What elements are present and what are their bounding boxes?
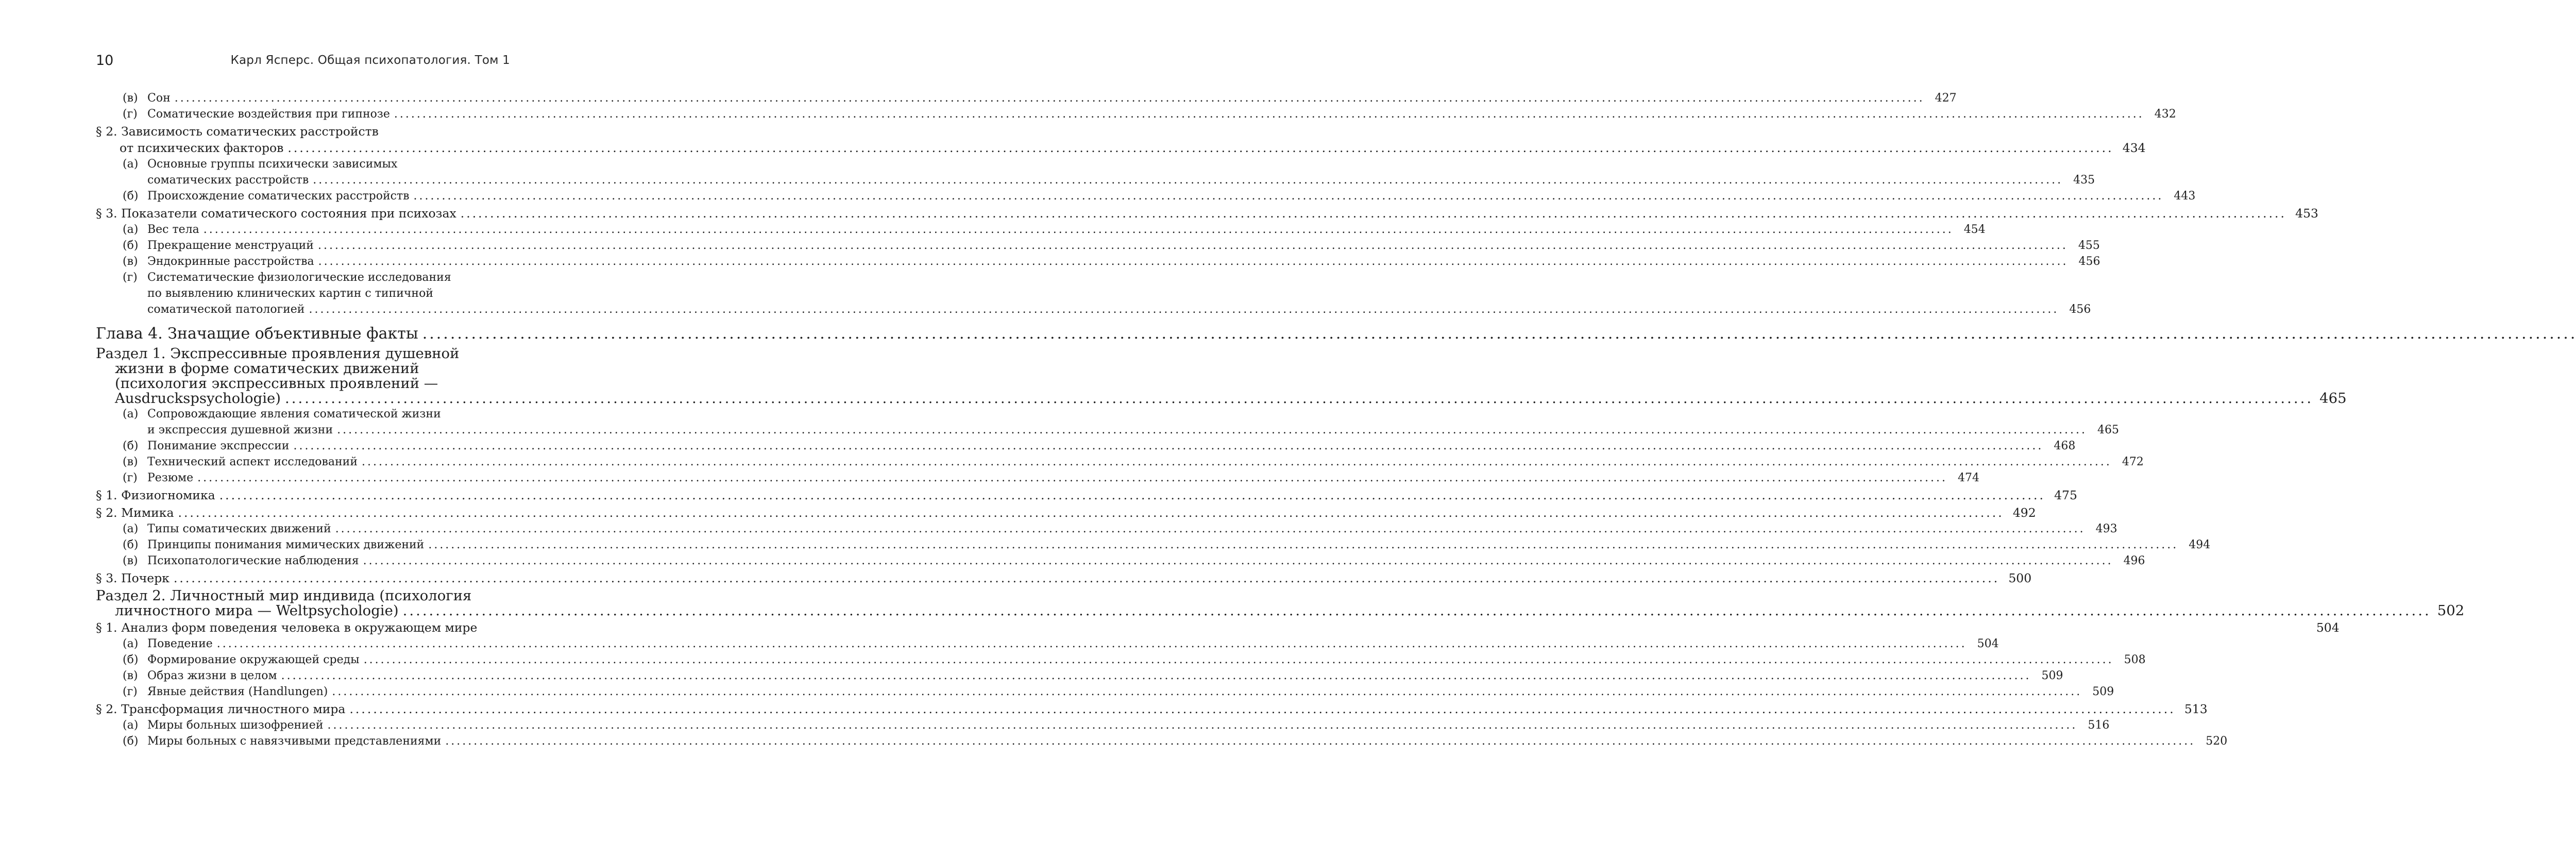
toc-entry-sub bbox=[96, 652, 2146, 668]
toc-leader-dots bbox=[204, 222, 1954, 238]
toc-entry-title bbox=[96, 487, 2077, 503]
toc-line-text: (г) Явные действия (Handlungen) bbox=[123, 684, 328, 700]
toc-page-number: 509 bbox=[2041, 669, 2063, 682]
toc-line-text: § 2. Зависимость соматических расстройств bbox=[96, 124, 379, 139]
toc-entry-sec bbox=[96, 619, 2340, 636]
toc-line-text: Глава 4. Значащие объективные факты bbox=[96, 325, 418, 343]
toc-line-text: (б) Понимание экспрессии bbox=[123, 438, 289, 454]
toc-entry-title bbox=[96, 588, 2464, 618]
toc-leader-dots bbox=[422, 324, 2576, 344]
toc-line-text: Раздел 2. Личностный мир индивида (психология bbox=[96, 587, 472, 604]
toc-label: (б) bbox=[123, 440, 139, 452]
toc-entry-sub bbox=[96, 106, 2176, 122]
toc-page-number: 496 bbox=[2123, 554, 2145, 567]
toc-line-text: (б) Формирование окружающей среды bbox=[123, 652, 360, 668]
toc-entry-razdel bbox=[96, 587, 2465, 619]
toc-leader-dots bbox=[318, 238, 2068, 254]
toc-label: (а) bbox=[123, 223, 139, 236]
toc-line-text: (в) Психопатологические наблюдения bbox=[123, 553, 359, 569]
toc-entry-title bbox=[123, 521, 2117, 537]
toc-entry-sub bbox=[96, 668, 2063, 684]
toc-leader-dots bbox=[219, 487, 2045, 503]
toc-line-text: (б) Принципы понимания мимических движений bbox=[123, 537, 424, 553]
toc-entry-sub bbox=[96, 553, 2145, 569]
toc-page-number: 504 bbox=[1977, 637, 1999, 650]
toc-page-number: 504 bbox=[2316, 620, 2340, 635]
toc-page-number: 520 bbox=[2206, 735, 2228, 748]
toc-entry-title bbox=[123, 406, 2119, 438]
running-head: Карл Ясперс. Общая психопатология. Том 1 bbox=[230, 54, 510, 67]
toc-page-number: 432 bbox=[2154, 108, 2176, 121]
toc-entry-title bbox=[123, 733, 2227, 749]
toc-line-text: (а) Основные группы психически зависимых bbox=[123, 158, 397, 171]
toc-entry-sec bbox=[96, 570, 2032, 586]
toc-page-number: 465 bbox=[2097, 424, 2120, 436]
toc-line-text: (в) Сон bbox=[123, 90, 171, 106]
toc-page-number: 434 bbox=[2122, 141, 2146, 155]
toc-entry-sub bbox=[96, 438, 2076, 454]
toc-entry-title bbox=[123, 106, 2176, 122]
toc-entry-sub bbox=[96, 90, 1957, 106]
toc-leader-dots bbox=[174, 570, 1999, 586]
toc-entry-title bbox=[96, 346, 2347, 406]
toc-page-number: 472 bbox=[2122, 456, 2144, 468]
toc-line-text: (а) Поведение bbox=[123, 636, 213, 652]
toc-line-text: § 1. Физиогномика bbox=[96, 488, 215, 502]
toc-leader-dots bbox=[349, 701, 2175, 717]
toc-entry-sub bbox=[96, 406, 2120, 438]
toc-entry-title bbox=[123, 717, 2109, 733]
toc-entry-sub bbox=[96, 254, 2100, 269]
toc-line-text: § 2. Трансформация личностного мира bbox=[96, 702, 346, 716]
toc-leader-dots bbox=[414, 188, 2164, 204]
toc-label: (в) bbox=[123, 255, 138, 268]
toc-page-number: 513 bbox=[2184, 702, 2208, 716]
toc-page-number: 500 bbox=[2008, 571, 2032, 585]
toc-page-number: 453 bbox=[2295, 206, 2318, 221]
toc-label: (а) bbox=[123, 522, 139, 535]
toc-label: (а) bbox=[123, 158, 139, 171]
toc-entry-sub bbox=[96, 269, 2091, 317]
toc-line-text: (б) Миры больных с навязчивыми представлениями bbox=[123, 733, 441, 749]
toc-line-text: (в) Образ жизни в целом bbox=[123, 668, 277, 684]
toc-entry-title bbox=[123, 156, 2095, 188]
toc-page-number: 494 bbox=[2189, 538, 2211, 551]
toc-line-text: Раздел 1. Экспрессивные проявления душевной bbox=[96, 345, 460, 362]
toc-entry-title bbox=[123, 652, 2146, 668]
toc-entry-title bbox=[123, 90, 1957, 106]
toc-line-text: (а) Вес тела bbox=[123, 222, 199, 238]
toc-entry-title bbox=[96, 504, 2036, 521]
toc-label: (б) bbox=[123, 653, 139, 666]
toc-leader-dots bbox=[309, 301, 2059, 317]
toc-entry-title bbox=[123, 454, 2144, 470]
page-header bbox=[96, 53, 510, 75]
toc-line-text: (б) Происхождение соматических расстройств bbox=[123, 188, 410, 204]
toc-leader-dots bbox=[327, 717, 2077, 733]
toc-page-number: 502 bbox=[2437, 602, 2465, 619]
toc-entry-sub bbox=[96, 238, 2100, 254]
toc-page-number: 455 bbox=[2078, 239, 2100, 252]
toc-line-text: (а) Типы соматических движений bbox=[123, 521, 331, 537]
toc-entry-title bbox=[123, 188, 2195, 204]
toc-entry-title bbox=[96, 324, 2576, 344]
toc-leader-dots bbox=[318, 254, 2069, 269]
toc-leader-dots bbox=[363, 553, 2113, 569]
toc-page-number: 435 bbox=[2073, 174, 2095, 187]
toc-entry-sub bbox=[96, 470, 1979, 486]
toc-entry-sub bbox=[96, 636, 1999, 652]
toc-leader-dots bbox=[175, 90, 1925, 106]
toc-line-text: (в) Эндокринные расстройства bbox=[123, 254, 314, 269]
toc-entry-title bbox=[96, 123, 2146, 156]
toc-leader-dots bbox=[217, 636, 1967, 652]
toc-entry-chapter bbox=[96, 324, 510, 344]
toc-leader-dots bbox=[335, 521, 2086, 537]
toc-label: (б) bbox=[123, 190, 139, 203]
toc-line-text: и экспрессия душевной жизни bbox=[147, 424, 333, 436]
toc-leader-dots bbox=[285, 391, 2313, 406]
toc-leader-dots bbox=[362, 454, 2112, 470]
toc-entry-title bbox=[96, 701, 2208, 717]
toc-line-text: Ausdruckspsychologie) bbox=[115, 390, 281, 407]
toc-entry-razdel bbox=[96, 345, 2347, 407]
toc-page-number: 474 bbox=[1958, 471, 1979, 484]
toc-entry-sec bbox=[96, 487, 2077, 503]
toc-line-text: (а) Миры больных шизофренией bbox=[123, 717, 323, 733]
toc-label: (г) bbox=[123, 108, 138, 121]
toc-line-text: жизни в форме соматических движений bbox=[115, 360, 419, 377]
toc-page-number: 508 bbox=[2124, 653, 2146, 666]
toc-line-text: (в) Технический аспект исследований bbox=[123, 454, 358, 470]
toc-leader-dots bbox=[364, 652, 2114, 668]
toc-label: (г) bbox=[123, 271, 138, 284]
toc-label: (а) bbox=[123, 637, 139, 650]
toc-leader-dots bbox=[394, 106, 2144, 122]
toc-page-number: 516 bbox=[2088, 719, 2110, 732]
toc-entry-title bbox=[123, 254, 2100, 269]
toc-entry-sub bbox=[96, 454, 2144, 470]
toc-page-number: 492 bbox=[2012, 505, 2036, 520]
toc-page-number: 443 bbox=[2174, 190, 2196, 203]
toc-line-text: соматических расстройств bbox=[147, 174, 309, 187]
toc-line-text: соматической патологией bbox=[147, 303, 305, 316]
toc-page-number: 456 bbox=[2078, 255, 2100, 268]
toc-entry-title bbox=[123, 537, 2210, 553]
toc-leader-dots bbox=[445, 733, 2195, 749]
toc-label: (а) bbox=[123, 719, 139, 732]
toc-entry-sub bbox=[96, 733, 2228, 749]
toc-entry-title bbox=[123, 684, 2114, 700]
toc-entry-sec bbox=[96, 205, 2318, 222]
toc-entry-title bbox=[123, 636, 1999, 652]
toc-line-text: (г) Систематические физиологические исследования bbox=[123, 271, 451, 284]
toc-entry-sec bbox=[96, 504, 2036, 521]
toc-leader-dots bbox=[178, 504, 2004, 521]
toc-page-number: 427 bbox=[1935, 92, 1957, 105]
toc-entry-sub bbox=[96, 156, 2095, 188]
toc-entry-sub bbox=[96, 188, 2196, 204]
table-of-contents bbox=[96, 90, 2465, 749]
toc-entry-title bbox=[96, 205, 2318, 222]
toc-page-number: 456 bbox=[2069, 303, 2091, 316]
toc-entry-title bbox=[123, 553, 2145, 569]
toc-label: (б) bbox=[123, 538, 139, 551]
toc-entry-title bbox=[123, 470, 1979, 486]
toc-line-text: по выявлению клинических картин с типичной bbox=[147, 287, 433, 300]
toc-entry-sec bbox=[96, 701, 2208, 717]
toc-label: (г) bbox=[123, 471, 138, 484]
toc-entry-sub bbox=[96, 222, 1986, 238]
toc-entry-sec bbox=[96, 123, 2146, 156]
toc-entry-title bbox=[96, 570, 2031, 586]
toc-line-text: § 3. Показатели соматического состояния при психозах bbox=[96, 206, 456, 221]
toc-line-text: (б) Прекращение менструаций bbox=[123, 238, 314, 254]
toc-leader-dots bbox=[403, 603, 2431, 618]
toc-line-text: § 3. Почерк bbox=[96, 571, 170, 585]
toc-page-number: 468 bbox=[2054, 440, 2076, 452]
toc-entry-title bbox=[123, 438, 2075, 454]
toc-page-number: 509 bbox=[2092, 685, 2114, 698]
toc-label: (в) bbox=[123, 554, 138, 567]
toc-entry-title bbox=[123, 668, 2063, 684]
toc-label: (в) bbox=[123, 669, 138, 682]
toc-leader-dots bbox=[281, 668, 2031, 684]
toc-page-number: 493 bbox=[2095, 522, 2117, 535]
toc-label: (б) bbox=[123, 735, 139, 748]
toc-page-number: 465 bbox=[2319, 390, 2347, 407]
toc-line-text: (психология экспрессивных проявлений — bbox=[115, 375, 438, 392]
toc-leader-dots bbox=[428, 537, 2178, 553]
toc-label: (в) bbox=[123, 92, 138, 105]
toc-leader-dots bbox=[337, 422, 2087, 438]
toc-line-text: от психических факторов bbox=[120, 141, 284, 155]
toc-leader-dots bbox=[313, 172, 2063, 188]
toc-leader-dots bbox=[287, 140, 2113, 156]
toc-label: (в) bbox=[123, 456, 138, 468]
toc-entry-sub bbox=[96, 537, 2211, 553]
toc-leader-dots bbox=[293, 438, 2043, 454]
toc-label: (г) bbox=[123, 685, 138, 698]
toc-entry-title bbox=[123, 269, 2091, 317]
toc-entry-title bbox=[96, 619, 2340, 636]
toc-line-text: § 2. Мимика bbox=[96, 505, 174, 520]
toc-entry-sub bbox=[96, 717, 2110, 733]
toc-label: (а) bbox=[123, 408, 139, 420]
page-number: 10 bbox=[96, 53, 114, 69]
toc-line-text: § 1. Анализ форм поведения человека в окружающем мире bbox=[96, 620, 478, 635]
toc-page-number: 454 bbox=[1963, 223, 1986, 236]
toc-page-number: 475 bbox=[2054, 488, 2077, 502]
toc-line-text: (г) Соматические воздействия при гипнозе bbox=[123, 106, 390, 122]
toc-line-text: (а) Сопровождающие явления соматической жизни bbox=[123, 408, 441, 420]
toc-entry-title bbox=[123, 222, 1986, 238]
toc-leader-dots bbox=[332, 684, 2082, 700]
toc-entry-sub bbox=[96, 684, 2114, 700]
toc-entry-sub bbox=[96, 521, 2117, 537]
toc-line-text: личностного мира — Weltpsychologie) bbox=[115, 602, 399, 619]
toc-line-text: (г) Резюме bbox=[123, 470, 193, 486]
toc-leader-dots bbox=[461, 205, 2286, 222]
toc-entry-title bbox=[123, 238, 2100, 254]
toc-leader-dots bbox=[197, 470, 1947, 486]
toc-label: (б) bbox=[123, 239, 139, 252]
